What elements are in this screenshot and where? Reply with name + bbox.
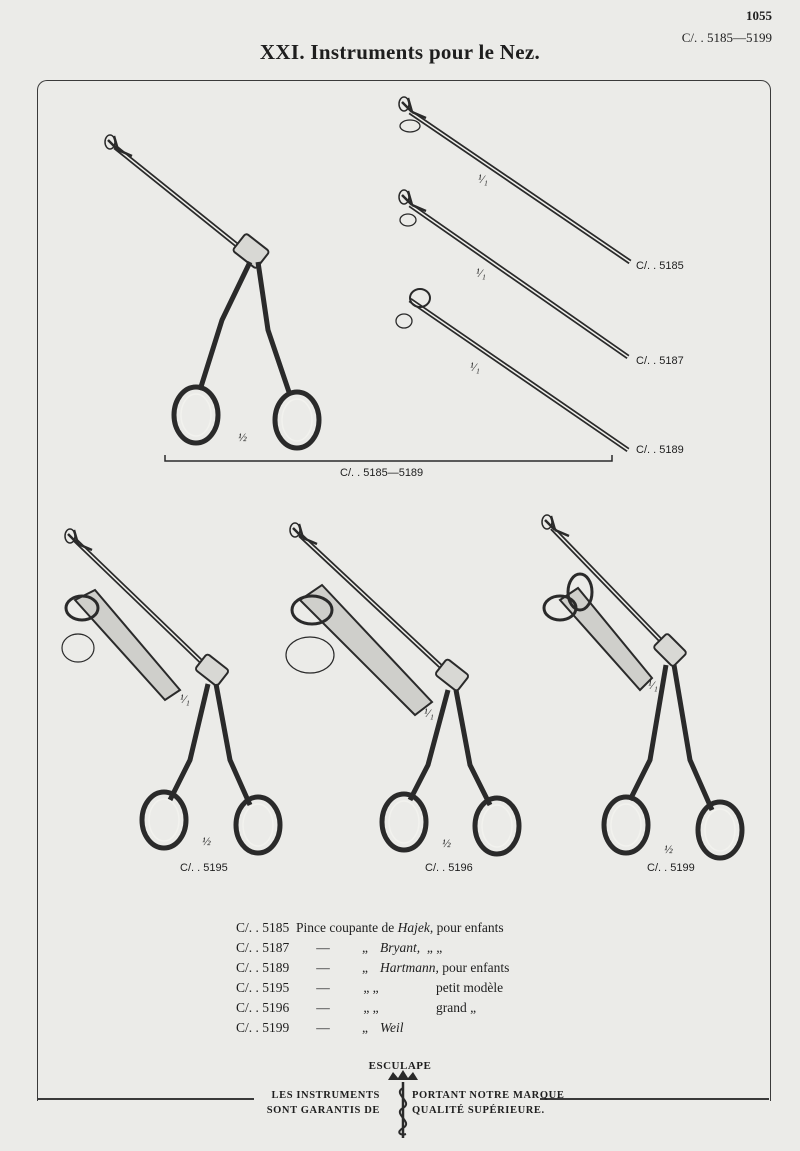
scale-5199: ½ [664,842,673,856]
description-dash: — [316,940,330,955]
author-name: Hajek, [397,920,434,935]
scale-detail-5195: ¹⁄₁ [180,692,190,706]
forceps-5196-drawing [286,523,519,854]
description-dash: — [316,1020,330,1035]
description-row [236,1018,509,1038]
scale-5187: ¹⁄₁ [476,266,486,280]
instrument-5189-drawing [396,289,628,450]
forceps-5199-drawing [542,515,742,858]
description-list [236,918,509,1038]
description-dash: — [316,960,330,975]
description-text: Pince coupante de [296,920,395,935]
description-row [236,938,509,958]
label-5189: C/. . 5189 [636,444,684,456]
footer-right-line-2: QUALITÉ SUPÉRIEURE. [412,1105,545,1116]
ditto-mark: „ [362,940,368,955]
description-suffix: grand „ [436,1000,477,1015]
label-5195: C/. . 5195 [180,862,228,874]
description-code: C/. . 5187 [236,940,290,955]
scale-5189: ¹⁄₁ [470,360,480,374]
author-name: Weil [380,1020,404,1035]
ditto-mark: „ „ [363,1000,379,1015]
instrument-5187-drawing [399,190,628,357]
footer-rule-right [540,1098,769,1100]
scale-detail-5199: ¹⁄₁ [648,678,658,692]
group-bracket [165,455,612,461]
description-suffix: pour enfants [442,960,510,975]
footer-right-line-1: PORTANT NOTRE MARQUE [412,1090,565,1101]
scale-detail-5196: ¹⁄₁ [424,706,434,720]
description-suffix: pour enfants [436,920,504,935]
description-suffix: „ „ [426,940,443,955]
description-row [236,918,509,938]
scale-top-left: ½ [238,430,247,444]
description-code: C/. . 5185 [236,920,290,935]
description-dash: — [316,980,330,995]
description-suffix: petit modèle [436,980,504,995]
ditto-mark: „ „ [363,980,379,995]
scale-5185: ¹⁄₁ [478,172,488,186]
instrument-5185-drawing [399,97,630,262]
footer-brand: ESCULAPE [368,1060,432,1072]
description-dash: — [316,1000,330,1015]
description-code: C/. . 5189 [236,960,290,975]
footer-rule-left [37,1098,254,1100]
author-name [392,978,436,998]
ditto-mark: „ [362,960,368,975]
description-code: C/. . 5196 [236,1000,290,1015]
description-row [236,998,509,1018]
page-title: XXI. Instruments pour le Nez. [259,40,541,64]
label-5196: C/. . 5196 [425,862,473,874]
footer-guarantee-left [267,1088,380,1118]
description-row [236,958,509,978]
catalog-range: C/. . 5185—5199 [681,30,772,45]
footer-guarantee-right [412,1088,564,1118]
label-5187: C/. . 5187 [636,355,684,367]
footer-left-line-1: LES INSTRUMENTS [271,1090,380,1101]
ditto-mark: „ [362,1020,368,1035]
label-5199: C/. . 5199 [647,862,695,874]
description-code: C/. . 5199 [236,1020,290,1035]
group-label-5185-5189: C/. . 5185—5189 [340,467,424,479]
forceps-overview-drawing [105,135,319,448]
author-name: Hartmann, [380,960,439,975]
label-5185: C/. . 5185 [636,260,684,272]
scale-5196: ½ [442,836,451,850]
scale-5195: ½ [202,834,211,848]
author-name [392,998,436,1018]
page-number: 1055 [746,8,772,23]
forceps-5195-drawing [62,529,280,853]
footer-left-line-2: SONT GARANTIS DE [266,1105,380,1116]
author-name: Bryant, [380,940,421,955]
description-row [236,978,509,998]
description-code: C/. . 5195 [236,980,290,995]
